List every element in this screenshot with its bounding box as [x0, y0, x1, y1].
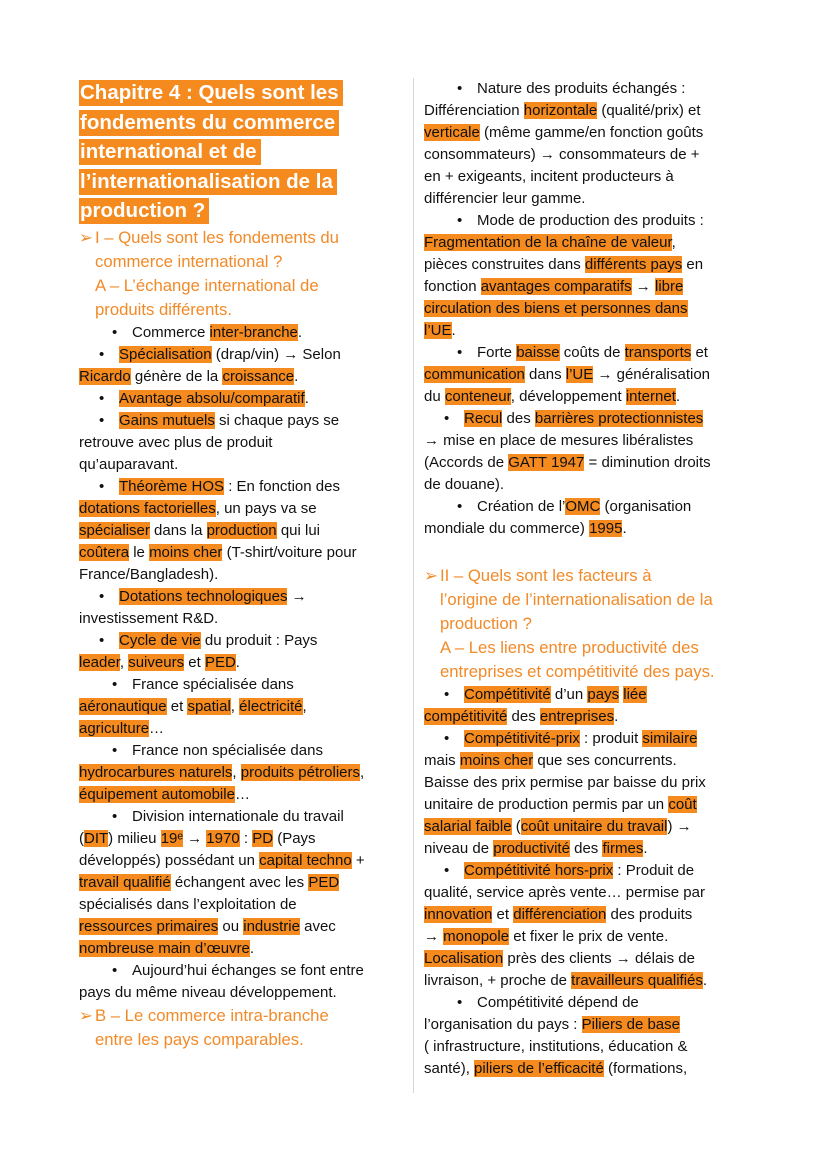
- highlighted-text: pays: [587, 686, 620, 703]
- highlighted-text: coût: [668, 796, 697, 813]
- highlighted-text: Spécialisation: [119, 345, 212, 363]
- highlighted-text: verticale: [424, 124, 480, 141]
- text-span: et fixer le prix de vente.: [509, 928, 669, 945]
- section-heading: [79, 1004, 399, 1052]
- text-span: , un pays va se: [215, 499, 317, 517]
- text-span: France spécialisée dans: [132, 675, 294, 693]
- highlighted-text: similaire: [642, 730, 698, 747]
- bullet-icon: •: [457, 80, 463, 97]
- text-line: [424, 1036, 754, 1058]
- text-line: [79, 542, 399, 564]
- chapter-title-text: Chapitre 4 : Quels sont les fondements du commerce international et de l’internationalisation de la production ?: [79, 80, 343, 224]
- text-span: Compétitivité dépend de: [477, 994, 639, 1011]
- text-span: si chaque pays se: [214, 411, 340, 429]
- text-line: [424, 750, 754, 772]
- text-line: [79, 982, 399, 1004]
- text-span: →: [424, 928, 444, 945]
- heading-line: l’origine de l’internationalisation de la: [440, 590, 713, 609]
- highlighted-text: barrières protectionnistes: [534, 410, 704, 427]
- highlighted-text: avantages comparatifs: [480, 278, 632, 295]
- text-span: ) milieu: [108, 829, 161, 847]
- highlighted-text: capital techno: [259, 851, 352, 869]
- text-span: (Pays: [273, 829, 316, 847]
- text-span: .: [249, 939, 255, 957]
- text-span: .: [643, 840, 648, 857]
- text-line: [424, 364, 754, 386]
- bullet-line: [424, 210, 754, 232]
- text-span: → mise en place de mesures libéralistes: [424, 432, 694, 449]
- bullet-icon: •: [112, 741, 118, 759]
- text-line: [424, 948, 754, 970]
- left-column: [79, 78, 399, 1052]
- highlighted-text: agriculture: [79, 719, 150, 737]
- bullet-icon: •: [99, 477, 105, 495]
- text-line: [79, 498, 399, 520]
- text-span: livraison, + proche de: [424, 972, 572, 989]
- text-line: [79, 894, 399, 916]
- highlighted-text: compétitivité: [424, 708, 508, 725]
- text-line: [79, 564, 399, 586]
- highlighted-text: Compétitivité hors-prix: [464, 862, 614, 879]
- highlighted-text: Cycle de vie: [119, 631, 201, 649]
- text-line: [79, 366, 399, 388]
- bullet-icon: •: [112, 675, 118, 693]
- highlighted-text: Gains mutuels: [119, 411, 215, 429]
- highlighted-text: travail qualifié: [79, 873, 171, 891]
- bullet-line: [424, 342, 754, 364]
- bullet-line: [424, 860, 754, 882]
- text-line: [424, 386, 754, 408]
- highlighted-text: suiveurs: [128, 653, 185, 671]
- bullet-icon: •: [457, 498, 463, 515]
- text-line: [424, 706, 754, 728]
- text-span: coûts de: [559, 344, 625, 361]
- highlighted-text: Avantage absolu/comparatif: [119, 389, 305, 407]
- highlighted-text: Recul: [464, 410, 503, 427]
- column-divider: [413, 78, 414, 1093]
- text-line: [79, 696, 399, 718]
- bullet-line: [424, 992, 754, 1014]
- text-span: (organisation: [600, 498, 692, 515]
- highlighted-text: salarial faible: [424, 818, 512, 835]
- heading-line: II – Quels sont les facteurs à: [440, 566, 652, 585]
- heading-line: B – Le commerce intra-branche: [95, 1005, 329, 1025]
- highlighted-text: Dotations technologiques: [119, 587, 288, 605]
- bullet-line: [424, 728, 754, 750]
- text-line: [424, 926, 754, 948]
- text-span: →: [287, 587, 307, 605]
- highlighted-text: PD: [252, 829, 274, 847]
- text-line: [424, 166, 754, 188]
- heading-line: I – Quels sont les fondements du: [95, 227, 339, 247]
- text-line: [79, 850, 399, 872]
- highlighted-text: Ricardo: [79, 367, 131, 385]
- text-span: dans la: [149, 521, 207, 539]
- section-heading: [79, 226, 399, 322]
- highlighted-text: 1995: [589, 520, 623, 537]
- bullet-icon: •: [457, 212, 463, 229]
- bullet-icon: •: [444, 686, 450, 703]
- text-span: : Produit de: [613, 862, 695, 879]
- text-span: des: [507, 708, 540, 725]
- highlighted-text: Théorème HOS: [119, 477, 225, 495]
- text-span: ,: [119, 653, 129, 671]
- text-span: qu’auparavant.: [79, 455, 179, 473]
- text-line: [79, 432, 399, 454]
- highlighted-text: l’UE: [424, 322, 452, 339]
- text-line: [79, 828, 399, 850]
- text-span: ,: [232, 763, 241, 781]
- text-span: des: [569, 840, 603, 857]
- text-span: des produits: [606, 906, 693, 923]
- highlighted-text: Compétitivité: [464, 686, 551, 703]
- text-span: Différenciation: [424, 102, 524, 119]
- text-line: [424, 232, 754, 254]
- text-span: développés) possédant un: [79, 851, 260, 869]
- text-line: [79, 718, 399, 740]
- spacer: [424, 540, 754, 564]
- text-span: …: [149, 719, 165, 737]
- highlighted-text: Piliers de base: [581, 1016, 680, 1033]
- section-heading: [424, 564, 754, 684]
- bullet-line: [79, 630, 399, 652]
- text-span: (Accords de: [424, 454, 509, 471]
- highlighted-text: différenciation: [513, 906, 607, 923]
- text-span: dans: [524, 366, 566, 383]
- text-span: avec: [299, 917, 336, 935]
- text-span: et: [184, 653, 205, 671]
- text-span: Création de l’: [477, 498, 566, 515]
- highlighted-text: électricité: [239, 697, 303, 715]
- text-span: ,: [230, 697, 240, 715]
- bullet-line: [79, 586, 399, 608]
- highlighted-text: équipement automobile: [79, 785, 235, 803]
- highlighted-text: travailleurs qualifiés: [571, 972, 703, 989]
- text-span: mondiale du commerce): [424, 520, 590, 537]
- text-span: .: [235, 653, 240, 671]
- bullet-icon: •: [457, 344, 463, 361]
- bullet-icon: •: [99, 631, 105, 649]
- bullet-line: [79, 410, 399, 432]
- highlighted-text: industrie: [243, 917, 300, 935]
- text-span: .: [304, 389, 309, 407]
- text-span: spécialisés dans l’exploitation de: [79, 895, 297, 913]
- bullet-line: [424, 684, 754, 706]
- text-span: (drap/vin) → Selon: [211, 345, 341, 363]
- heading-line: entreprises et compétitivité des pays.: [440, 662, 715, 681]
- highlighted-text: spécialiser: [79, 521, 150, 539]
- text-line: [424, 188, 754, 210]
- text-span: retrouve avec plus de produit: [79, 433, 273, 451]
- bullet-icon: •: [99, 389, 105, 407]
- text-line: [424, 144, 754, 166]
- text-span: :: [239, 829, 253, 847]
- text-span: et: [166, 697, 188, 715]
- text-line: [79, 784, 399, 806]
- bullet-icon: •: [99, 587, 105, 605]
- text-span: Mode de production des produits :: [477, 212, 704, 229]
- text-span: en + exigeants, incitent producteurs à: [424, 168, 674, 185]
- highlighted-text: moins cher: [459, 752, 534, 769]
- highlighted-text: productivité: [493, 840, 570, 857]
- text-span: investissement R&D.: [79, 609, 219, 627]
- highlighted-text: moins cher: [149, 543, 223, 561]
- text-span: (T-shirt/voiture pour: [222, 543, 357, 561]
- heading-line: A – L’échange international de: [95, 275, 319, 295]
- heading-line: produits différents.: [95, 299, 232, 319]
- text-span: pays du même niveau développement.: [79, 983, 337, 1001]
- text-span: pièces construites dans: [424, 256, 585, 273]
- highlighted-text: production: [206, 521, 277, 539]
- text-line: [79, 520, 399, 542]
- text-span: des: [502, 410, 535, 427]
- text-line: [424, 970, 754, 992]
- highlighted-text: nombreuse main d’œuvre: [79, 939, 250, 957]
- text-line: [424, 430, 754, 452]
- bullet-line: [424, 408, 754, 430]
- bullet-line: [79, 806, 399, 828]
- text-line: [79, 938, 399, 960]
- text-line: [424, 882, 754, 904]
- highlighted-text: inter-branche: [209, 323, 298, 341]
- highlighted-text: coûtera: [79, 543, 130, 561]
- text-span: (formations,: [603, 1060, 688, 1077]
- heading-line: A – Les liens entre productivité des: [440, 638, 699, 657]
- bullet-line: [79, 960, 399, 982]
- text-span: (: [79, 829, 84, 847]
- text-span: France/Bangladesh).: [79, 565, 219, 583]
- text-line: [424, 518, 754, 540]
- text-span: ou: [218, 917, 244, 935]
- bullet-line: [79, 388, 399, 410]
- arrow-bullet-icon: ➢: [424, 566, 438, 585]
- right-column: [424, 78, 754, 1080]
- text-span: ,: [302, 697, 307, 715]
- text-span: ( infrastructure, institutions, éducation &: [424, 1038, 688, 1055]
- highlighted-text: leader: [79, 653, 120, 671]
- text-span: et: [691, 344, 708, 361]
- highlighted-text: croissance: [222, 367, 295, 385]
- text-span: Division internationale du travail: [132, 807, 344, 825]
- text-span: ,: [360, 763, 365, 781]
- bullet-line: [424, 496, 754, 518]
- bullet-line: [79, 476, 399, 498]
- bullet-icon: •: [444, 862, 450, 879]
- bullet-icon: •: [112, 807, 118, 825]
- text-line: [424, 298, 754, 320]
- highlighted-text: spatial: [187, 697, 231, 715]
- bullet-line: [79, 740, 399, 762]
- highlighted-text: monopole: [443, 928, 510, 945]
- text-line: [424, 474, 754, 496]
- text-span: unitaire de production permis par un: [424, 796, 669, 813]
- text-span: →: [631, 278, 655, 295]
- text-line: [424, 1058, 754, 1080]
- text-line: [79, 916, 399, 938]
- bullet-line: [79, 344, 399, 366]
- highlighted-text: aéronautique: [79, 697, 167, 715]
- text-span: : produit: [579, 730, 643, 747]
- highlighted-text: DIT: [84, 829, 109, 847]
- text-line: [424, 276, 754, 298]
- text-span: ) →: [667, 818, 692, 835]
- bullet-line: [79, 322, 399, 344]
- text-span: .: [622, 520, 627, 537]
- text-span: le: [129, 543, 150, 561]
- highlighted-text: l’UE: [565, 366, 594, 383]
- bullet-icon: •: [99, 411, 105, 429]
- heading-line: production ?: [440, 614, 532, 633]
- text-line: [424, 816, 754, 838]
- text-line: [424, 794, 754, 816]
- text-span: .: [294, 367, 299, 385]
- highlighted-text: Localisation: [424, 950, 504, 967]
- text-span: ,: [671, 234, 676, 251]
- text-line: [424, 838, 754, 860]
- text-line: [424, 772, 754, 794]
- text-span: .: [675, 388, 681, 405]
- highlighted-text: ressources primaires: [79, 917, 219, 935]
- text-line: [424, 320, 754, 342]
- highlighted-text: GATT 1947: [508, 454, 585, 471]
- text-span: Commerce: [132, 323, 210, 341]
- text-line: [424, 100, 754, 122]
- text-span: en: [682, 256, 704, 273]
- bullet-icon: •: [112, 323, 118, 341]
- text-span: Forte: [477, 344, 517, 361]
- bullet-icon: •: [444, 730, 450, 747]
- highlighted-text: entreprises: [539, 708, 615, 725]
- text-span: …: [234, 785, 250, 803]
- text-span: mais: [424, 752, 460, 769]
- text-span: (qualité/prix) et: [597, 102, 701, 119]
- highlighted-text: baisse: [516, 344, 560, 361]
- highlighted-text: communication: [424, 366, 525, 383]
- text-span: de douane).: [424, 476, 505, 493]
- highlighted-text: Fragmentation de la chaîne de valeur: [424, 234, 672, 251]
- bullet-line: [79, 674, 399, 696]
- highlighted-text: circulation des biens et personnes dans: [424, 300, 688, 317]
- highlighted-text: innovation: [424, 906, 493, 923]
- text-span: près des clients → délais de: [503, 950, 695, 967]
- text-span: l’organisation du pays :: [424, 1016, 582, 1033]
- text-line: [79, 652, 399, 674]
- text-span: d’un: [550, 686, 588, 703]
- text-line: [79, 762, 399, 784]
- text-span: .: [702, 972, 708, 989]
- text-span: .: [451, 322, 456, 339]
- highlighted-text: libre: [654, 278, 684, 295]
- bullet-icon: •: [112, 961, 118, 979]
- text-span: = diminution droits: [584, 454, 711, 471]
- text-span: santé),: [424, 1060, 475, 1077]
- text-line: [424, 122, 754, 144]
- text-span: : En fonction des: [224, 477, 340, 495]
- text-span: échangent avec les: [170, 873, 309, 891]
- text-span: qualité, service après vente… permise par: [424, 884, 705, 901]
- text-span: consommateurs) → consommateurs de +: [424, 146, 700, 163]
- text-span: .: [297, 323, 303, 341]
- text-line: [424, 254, 754, 276]
- text-span: du produit : Pays: [200, 631, 318, 649]
- text-span: niveau de: [424, 840, 494, 857]
- highlighted-text: horizontale: [523, 102, 598, 119]
- arrow-bullet-icon: ➢: [79, 227, 93, 247]
- text-span: Nature des produits échangés :: [477, 80, 686, 97]
- text-span: Aujourd’hui échanges se font entre: [132, 961, 364, 979]
- text-span: que ses concurrents.: [533, 752, 677, 769]
- text-span: du: [424, 388, 445, 405]
- highlighted-text: PED: [308, 873, 340, 891]
- highlighted-text: OMC: [565, 498, 601, 515]
- text-span: différencier leur gamme.: [424, 190, 586, 207]
- highlighted-text: hydrocarbures naturels: [79, 763, 233, 781]
- bullet-icon: •: [457, 994, 463, 1011]
- highlighted-text: firmes: [602, 840, 644, 857]
- chapter-title: [79, 78, 399, 226]
- text-line: [79, 872, 399, 894]
- text-line: [424, 452, 754, 474]
- highlighted-text: liée: [623, 686, 647, 703]
- text-line: [79, 454, 399, 476]
- highlighted-text: conteneur: [444, 388, 511, 405]
- text-span: →: [182, 829, 207, 847]
- bullet-icon: •: [444, 410, 450, 427]
- text-span: France non spécialisée dans: [132, 741, 323, 759]
- heading-line: entre les pays comparables.: [95, 1029, 304, 1049]
- arrow-bullet-icon: ➢: [79, 1005, 93, 1025]
- text-line: [424, 1014, 754, 1036]
- highlighted-text: internet: [625, 388, 676, 405]
- text-span: génère de la: [130, 367, 223, 385]
- highlighted-text: piliers de l’efficacité: [474, 1060, 604, 1077]
- text-line: [424, 904, 754, 926]
- text-span: +: [351, 851, 365, 869]
- highlighted-text: coût unitaire du travail: [520, 818, 668, 835]
- highlighted-text: 19ᵉ: [160, 829, 183, 847]
- highlighted-text: différents pays: [584, 256, 683, 273]
- text-span: Baisse des prix permise par baisse du prix: [424, 774, 706, 791]
- highlighted-text: PED: [204, 653, 236, 671]
- text-span: qui lui: [276, 521, 321, 539]
- bullet-icon: •: [99, 345, 105, 363]
- text-span: et: [492, 906, 514, 923]
- highlighted-text: dotations factorielles: [79, 499, 216, 517]
- highlighted-text: produits pétroliers: [240, 763, 360, 781]
- heading-line: commerce international ?: [95, 251, 283, 271]
- highlighted-text: transports: [624, 344, 692, 361]
- highlighted-text: 1970: [206, 829, 240, 847]
- text-span: → généralisation: [593, 366, 711, 383]
- bullet-line: [424, 78, 754, 100]
- text-span: , développement: [510, 388, 626, 405]
- highlighted-text: Compétitivité-prix: [464, 730, 580, 747]
- text-span: .: [614, 708, 619, 725]
- text-span: fonction: [424, 278, 481, 295]
- text-span: (: [511, 818, 521, 835]
- text-line: [79, 608, 399, 630]
- text-span: (même gamme/en fonction goûts: [479, 124, 704, 141]
